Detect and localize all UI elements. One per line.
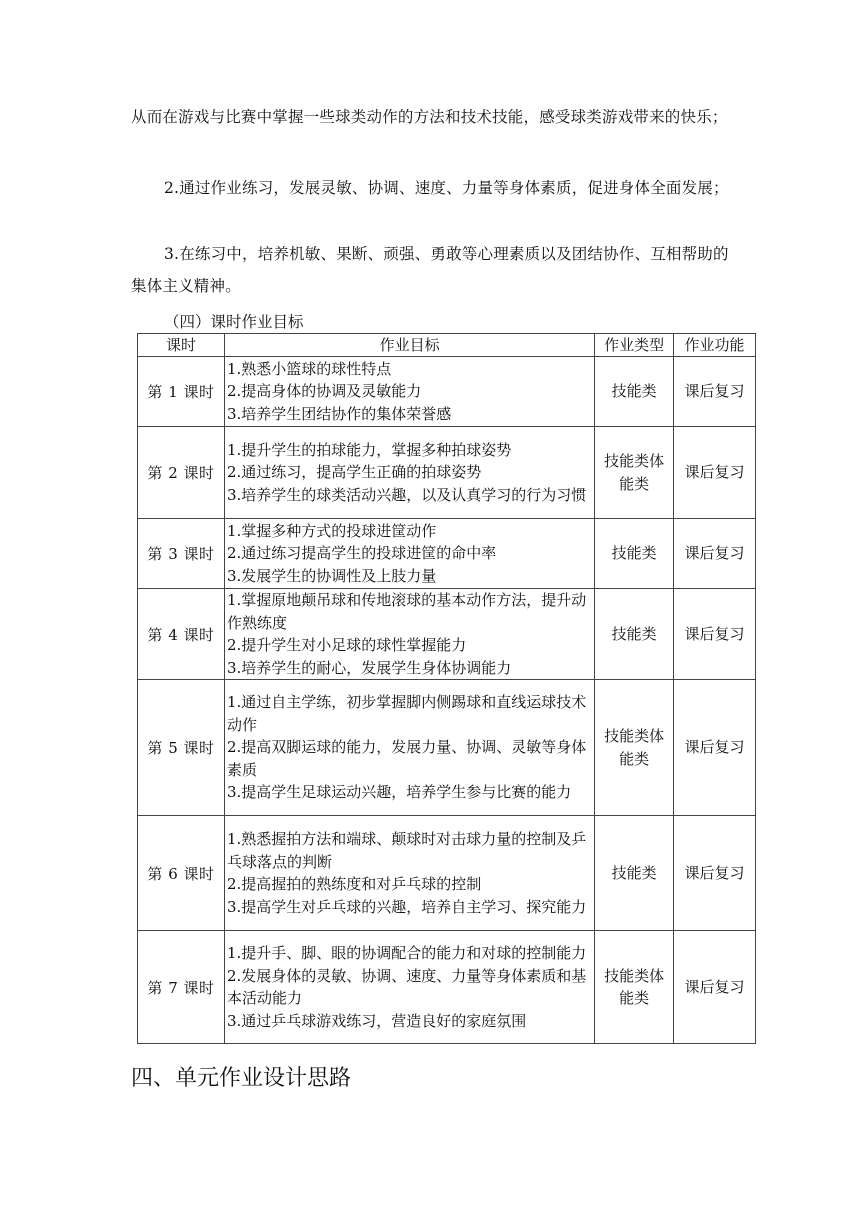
goals-cell <box>224 589 594 680</box>
goal-item: 1.提升手、脚、眼的协调配合的能力和对球的控制能力 <box>226 944 587 962</box>
lesson-goals-table <box>137 333 756 1044</box>
lesson-cell: 第 3 课时 <box>138 519 225 589</box>
goal-item: 3.提高学生足球运动兴趣，培养学生参与比赛的能力 <box>226 783 572 802</box>
goal-item: 2.通过练习，提高学生正确的拍球姿势 <box>226 463 482 482</box>
table-row <box>138 816 756 931</box>
goals-cell <box>224 357 594 427</box>
type-cell: 技能类体能类 <box>595 427 674 519</box>
lesson-cell: 第 7 课时 <box>138 931 225 1044</box>
paragraph-1: 从而在游戏与比赛中掌握一些球类动作的方法和技术技能，感受球类游戏带来的快乐； <box>131 108 728 126</box>
goal-item: 1.通过自主学练，初步掌握脚内侧踢球和直线运球技术动作 <box>226 693 587 734</box>
goal-item: 3.培养学生的耐心，发展学生身体协调能力 <box>226 658 512 677</box>
goals-cell <box>224 519 594 589</box>
goals-cell <box>224 931 594 1044</box>
function-cell: 课后复习 <box>674 427 756 519</box>
goal-item: 1.掌握多种方式的投球进筐动作 <box>226 521 437 540</box>
goal-item: 2.通过练习提高学生的投球进筐的命中率 <box>226 544 497 563</box>
goal-item: 1.熟悉小篮球的球性特点 <box>226 359 392 378</box>
type-cell: 技能类 <box>595 519 674 589</box>
lesson-cell: 第 5 课时 <box>138 680 225 816</box>
goal-item: 2.发展身体的灵敏、协调、速度、力量等身体素质和基本活动能力 <box>226 966 587 1007</box>
goal-item: 3.发展学生的协调性及上肢力量 <box>226 566 437 585</box>
function-cell: 课后复习 <box>674 357 756 427</box>
type-cell: 技能类体能类 <box>595 931 674 1044</box>
lesson-cell: 第 1 课时 <box>138 357 225 427</box>
table-row <box>138 680 756 816</box>
goal-item: 2.提升学生对小足球的球性掌握能力 <box>226 636 467 654</box>
lesson-cell: 第 6 课时 <box>138 816 225 931</box>
header-function: 作业功能 <box>674 334 756 357</box>
function-cell: 课后复习 <box>674 519 756 589</box>
type-cell: 技能类 <box>595 816 674 931</box>
header-goals: 作业目标 <box>224 334 594 357</box>
function-cell: 课后复习 <box>674 931 756 1044</box>
goal-item: 1.掌握原地颠吊球和传地滚球的基本动作方法，提升动作熟练度 <box>226 591 587 632</box>
header-type: 作业类型 <box>595 334 674 357</box>
table-header-row <box>138 334 756 357</box>
table-row <box>138 427 756 519</box>
goal-item: 1.熟悉握拍方法和端球、颠球时对击球力量的控制及乒乓球落点的判断 <box>226 830 587 871</box>
type-cell: 技能类体能类 <box>595 680 674 816</box>
function-cell: 课后复习 <box>674 680 756 816</box>
goal-item: 3.提高学生对乒乓球的兴趣，培养自主学习、探究能力 <box>226 897 587 916</box>
lesson-cell: 第 2 课时 <box>138 427 225 519</box>
paragraph-2: 2.通过作业练习，发展灵敏、协调、速度、力量等身体素质，促进身体全面发展； <box>164 179 729 197</box>
table-row <box>138 589 756 680</box>
goal-item: 2.提高握拍的熟练度和对乒乓球的控制 <box>226 875 482 893</box>
goal-item: 1.提升学生的拍球能力，掌握多种拍球姿势 <box>226 440 512 459</box>
goal-item: 3.培养学生团结协作的集体荣誉感 <box>226 404 452 423</box>
goal-item: 2.提高双脚运球的能力，发展力量、协调、灵敏等身体素质 <box>226 738 587 779</box>
table-row <box>138 931 756 1044</box>
goal-item: 3.培养学生的球类活动兴趣，以及认真学习的行为习惯 <box>226 485 587 504</box>
table-row <box>138 357 756 427</box>
goals-cell <box>224 816 594 931</box>
type-cell: 技能类 <box>595 357 674 427</box>
goals-cell <box>224 427 594 519</box>
table-row <box>138 519 756 589</box>
table-caption: （四）课时作业目标 <box>164 313 304 331</box>
type-cell: 技能类 <box>595 589 674 680</box>
paragraph-3: 3.在练习中，培养机敏、果断、顽强、勇敢等心理素质以及团结协作、互相帮助的集体主义精神。 <box>131 245 729 295</box>
goal-item: 2.提高身体的协调及灵敏能力 <box>226 382 422 401</box>
function-cell: 课后复习 <box>674 816 756 931</box>
lesson-cell: 第 4 课时 <box>138 589 225 680</box>
section-heading: 四、单元作业设计思路 <box>131 1066 352 1091</box>
function-cell: 课后复习 <box>674 589 756 680</box>
goal-item: 3.通过乒乓球游戏练习，营造良好的家庭氛围 <box>226 1011 527 1030</box>
goals-cell <box>224 680 594 816</box>
header-lesson: 课时 <box>138 334 225 357</box>
